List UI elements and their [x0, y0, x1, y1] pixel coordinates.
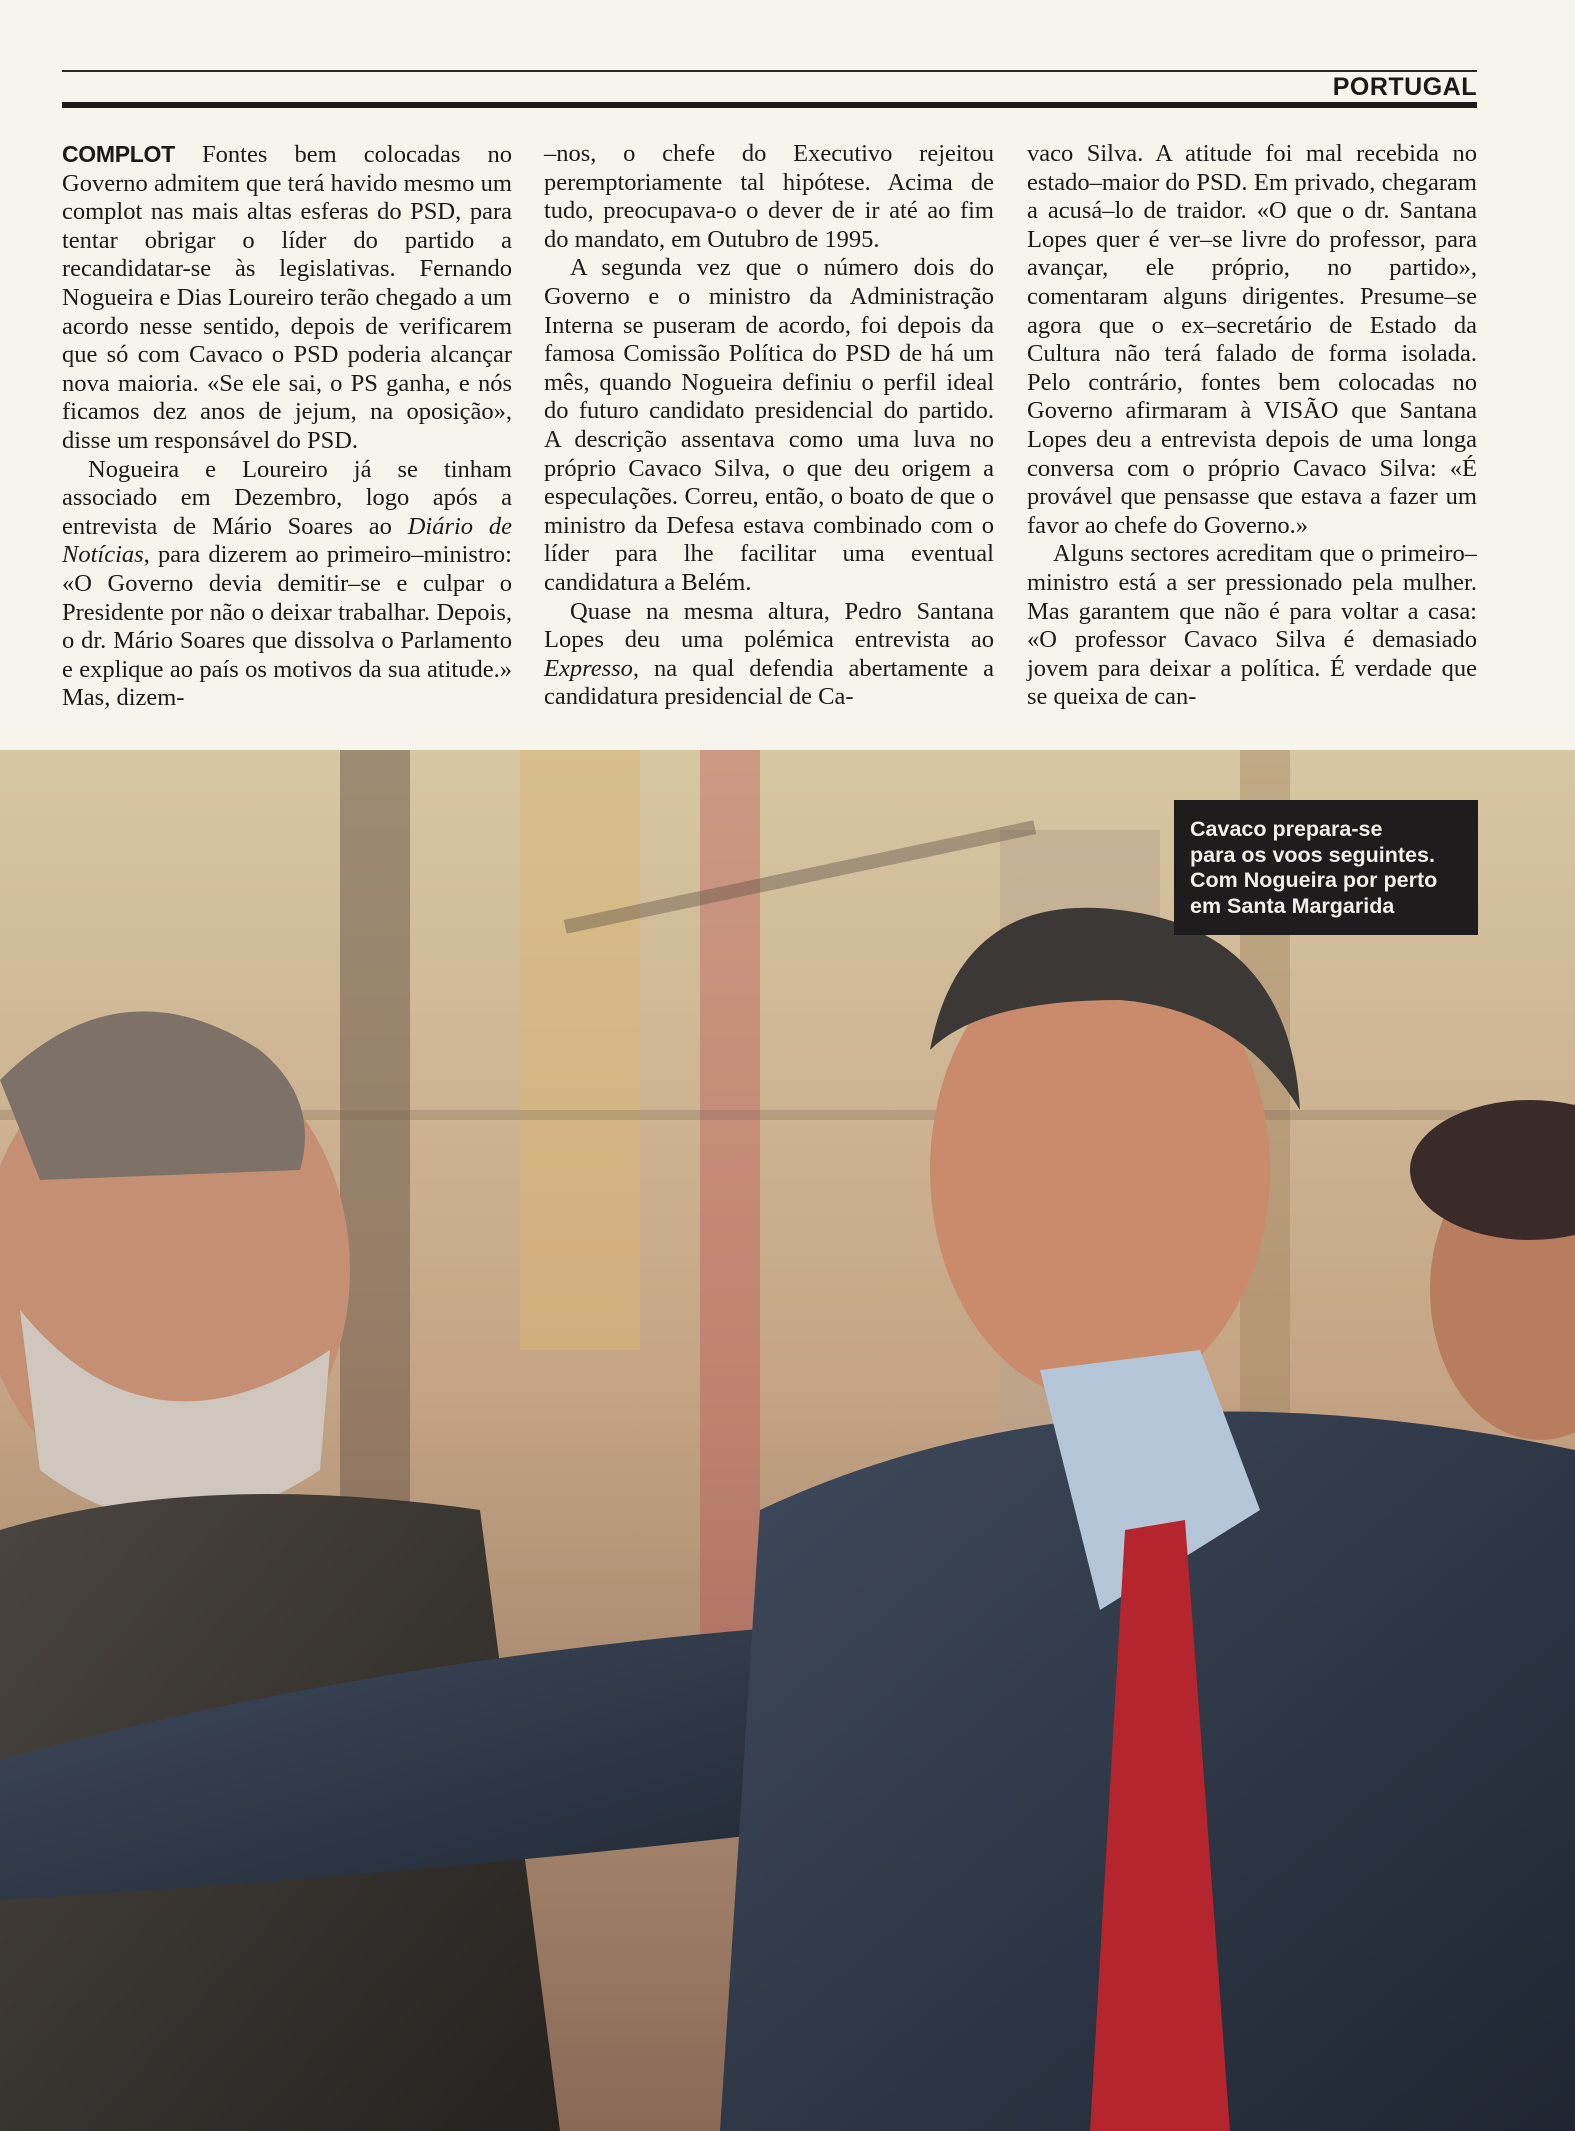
- caption-line: Cavaco prepara-se: [1190, 817, 1383, 841]
- publication-name: Expresso: [544, 654, 633, 682]
- section-label: PORTUGAL: [1332, 73, 1477, 101]
- paragraph-text: , para dizerem ao primeiro–ministro: «O Governo devia demitir–se e culpar o Presidente por não o deixar trabalhar. Depois, o dr. Mário Soares que dissolva o Parlamento e explique ao país os motivos da sua atitude.» Mas, dizem-: [62, 541, 512, 712]
- photo-illustration: [0, 750, 1575, 2131]
- article-paragraph: [544, 598, 994, 712]
- article-column-2: [544, 140, 994, 712]
- photo-caption: [1174, 800, 1478, 935]
- publication-name: Diário de Notícias: [62, 512, 512, 569]
- article-column-3: [1027, 140, 1477, 712]
- page-header: [62, 70, 1477, 108]
- caption-line: em Santa Margarida: [1190, 893, 1395, 918]
- article-paragraph: [544, 254, 994, 597]
- article-column-1: [62, 140, 512, 713]
- caption-line: para os voos seguintes.: [1190, 842, 1435, 867]
- paragraph-text: vaco Silva. A atitude foi mal recebida no estado–maior do PSD. Em privado, chegaram a acusá–lo de traidor. «O que o dr. Santana Lopes quer é ver–se livre do professor, para avançar, ele próprio, no partido», comentaram alguns dirigentes. Presume–se agora que o ex–secretário de Estado da Cultura não terá falado de forma isolada. Pelo contrário, fontes bem colocadas no Governo afirmaram à VISÃO que Santana Lopes deu a entrevista depois de uma longa conversa com o próprio Cavaco Silva: «É provável que pensasse que estava a fazer um favor ao chefe do Governo.»: [1027, 140, 1477, 539]
- lead-word: COMPLOT: [62, 141, 175, 167]
- article-paragraph: [1027, 540, 1477, 712]
- article-paragraph: [544, 140, 994, 254]
- caption-line: Com Nogueira por perto: [1190, 868, 1438, 892]
- paragraph-text: –nos, o chefe do Executivo rejeitou peremptoriamente tal hipótese. Acima de tudo, preocupava-o o dever de ir até ao fim do mandato, em Outubro de 1995.: [544, 140, 994, 253]
- paragraph-text: A segunda vez que o número dois do Governo e o ministro da Administração Interna se puseram de acordo, foi depois da famosa Comissão Política do PSD de há um mês, quando Nogueira definiu o perfil ideal do futuro candidato presidencial do partido. A descrição assentava como uma luva no próprio Cavaco Silva, o que deu origem a especulações. Correu, então, o boato de que o ministro da Defesa estava combinado com o líder para lhe facilitar uma eventual candidatura a Belém.: [544, 254, 994, 596]
- header-rule-thin: [62, 70, 1477, 72]
- news-photo: [0, 750, 1575, 2131]
- paragraph-text: Alguns sectores acreditam que o primeiro–ministro está a ser pressionado pela mulher. Mas garantem que não é para voltar a casa: «O professor Cavaco Silva é demasiado jovem para deixar a política. É verdade que se queixa de can-: [1027, 540, 1477, 711]
- paragraph-text: Quase na mesma altura, Pedro Santana Lopes deu uma polémica entrevista ao: [544, 597, 994, 654]
- paragraph-text: , na qual defendia abertamente a candidatura presidencial de Ca-: [544, 654, 994, 711]
- paragraph-text: Nogueira e Loureiro já se tinham associado em Dezembro, logo após a entrevista de Mário Soares ao: [62, 455, 512, 540]
- article-paragraph: [1027, 140, 1477, 540]
- article-paragraph: [62, 140, 512, 456]
- article-paragraph: [62, 456, 512, 713]
- paragraph-text: Fontes bem colocadas no Governo admitem que terá havido mesmo um complot nas mais altas esferas do PSD, para tentar obrigar o líder do partido a recandidatar-se às legislativas. Fernando Nogueira e Dias Loureiro terão chegado a um acordo nesse sentido, depois de verificarem que só com Cavaco o PSD poderia alcançar nova maioria. «Se ele sai, o PS ganha, e nós ficamos dez anos de jejum, na oposição», disse um responsável do PSD.: [62, 141, 512, 454]
- article-body: [62, 140, 1477, 745]
- header-rule-thick: [62, 102, 1477, 108]
